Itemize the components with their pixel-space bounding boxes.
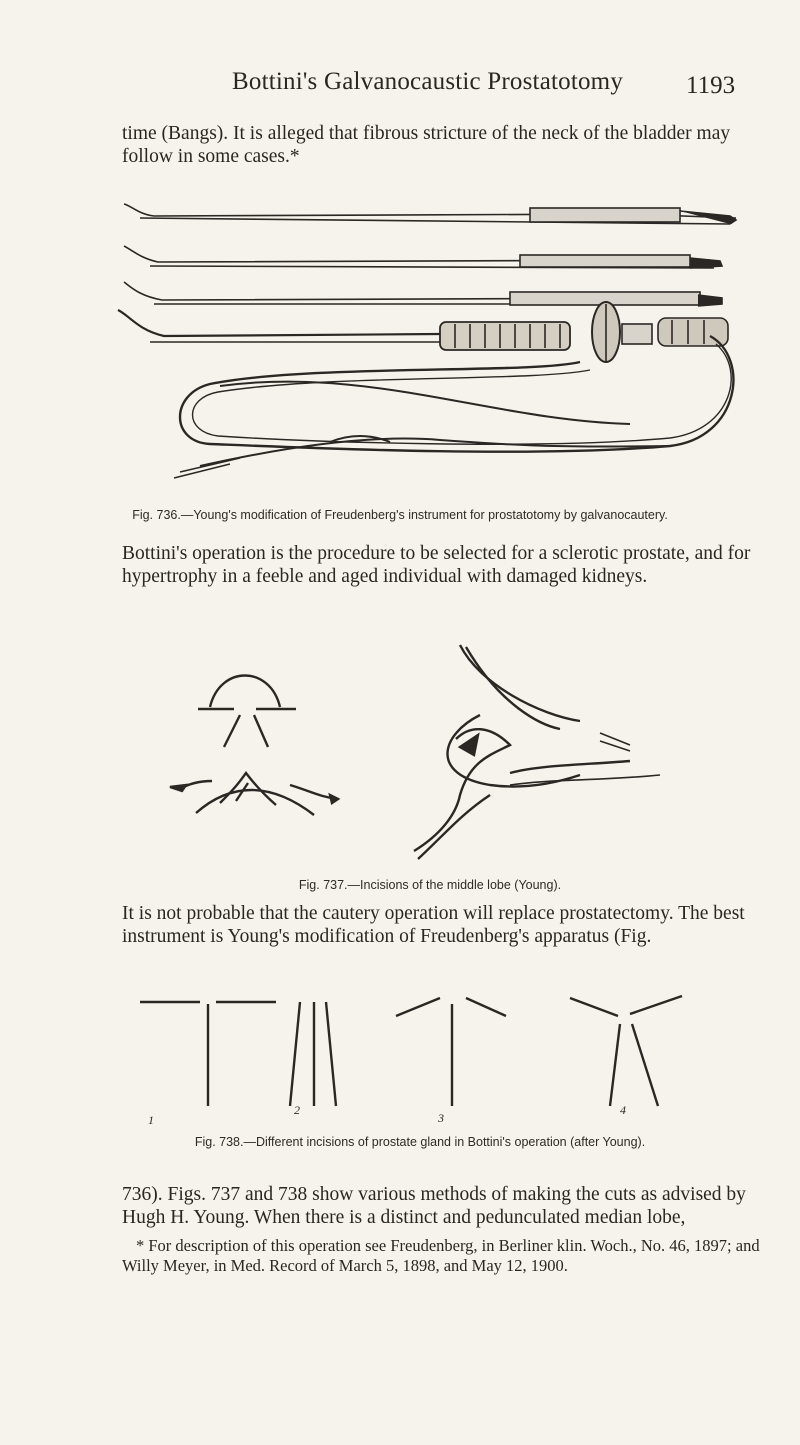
figure-738-label-2: 2 bbox=[294, 1103, 300, 1117]
paragraph-2: Bottini's operation is the procedure to be selected for a sclerotic prostate, and for hypertrophy in a feeble and aged individual with damaged kidneys. bbox=[122, 543, 751, 587]
paragraph-4: 736). Figs. 737 and 738 show various methods of making the cuts as advised by Hugh H. Young. When there is a distinct and pedunculated median lobe, bbox=[122, 1184, 746, 1228]
figure-736-caption: Fig. 736.—Young's modification of Freudenberg's instrument for prostatotomy by galvanocautery. bbox=[132, 508, 668, 522]
figure-738-caption: Fig. 738.—Different incisions of prostate gland in Bottini's operation (after Young). bbox=[194, 1135, 646, 1149]
paragraph-3: It is not probable that the cautery operation will replace prostatectomy. The best instrument is Young's modification of Freudenberg's apparatus (Fig. bbox=[122, 903, 745, 947]
figure-738-label-4: 4 bbox=[620, 1103, 626, 1117]
figure-738-incision-diagrams bbox=[140, 990, 740, 1130]
running-title: Bottini's Galvanocaustic Prostatotomy bbox=[232, 68, 624, 95]
figure-738-label-1: 1 bbox=[148, 1113, 154, 1127]
figure-736-instrument-illustration bbox=[110, 198, 750, 498]
figure-737-caption: Fig. 737.—Incisions of the middle lobe (Young). bbox=[298, 878, 562, 892]
page-number: 1193 bbox=[686, 72, 736, 99]
paragraph-1: time (Bangs). It is alleged that fibrous stricture of the neck of the bladder may follow in some cases.* bbox=[122, 123, 731, 167]
figure-738-label-3: 3 bbox=[438, 1111, 444, 1125]
footnote: * For description of this operation see Freudenberg, in Berliner klin. Woch., No. 46, 1897; and Willy Meyer, in Med. Record of March 5, 1898, and May 12, 1900. bbox=[122, 1236, 760, 1275]
figure-737-incision-diagrams bbox=[160, 645, 680, 865]
running-head bbox=[0, 68, 800, 108]
